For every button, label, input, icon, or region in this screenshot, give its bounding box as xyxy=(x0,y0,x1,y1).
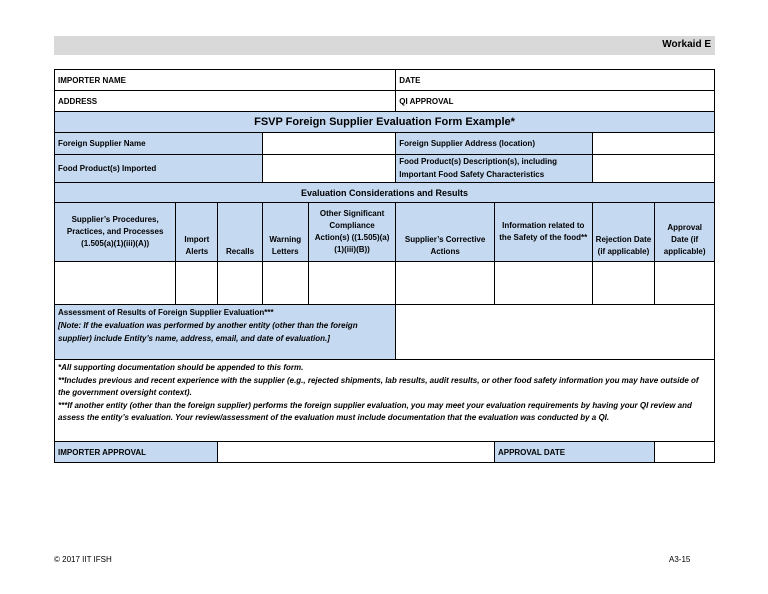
assessment-label xyxy=(55,305,396,360)
address-field[interactable]: ADDRESS xyxy=(55,91,396,112)
qi-approval-field[interactable]: QI APPROVAL xyxy=(396,91,715,112)
importer-name-field[interactable]: IMPORTER NAME xyxy=(55,70,396,91)
assessment-input[interactable] xyxy=(396,305,715,360)
assessment-note: [Note: If the evaluation was performed by another entity (other than the foreign supplier) include Entity’s name, address, email, and date of evaluation.] xyxy=(58,320,358,343)
foreign-supplier-name-label: Foreign Supplier Name xyxy=(55,133,263,155)
import-alerts-input[interactable] xyxy=(176,262,218,305)
corrective-actions-input[interactable] xyxy=(396,262,495,305)
column-header-approval-date: Approval Date (if applicable) xyxy=(655,203,715,262)
food-products-imported-label: Food Product(s) Imported xyxy=(55,155,263,183)
column-header-safety-info: Information related to the Safety of the food** xyxy=(494,203,592,262)
column-header-procedures: Supplier’s Procedures, Practices, and Processes (1.505(a)(1)(iii)(A)) xyxy=(55,203,176,262)
procedures-input[interactable] xyxy=(55,262,176,305)
importer-approval-input[interactable] xyxy=(218,442,495,463)
supplier-evaluation-form xyxy=(54,69,715,463)
importer-approval-label: IMPORTER APPROVAL xyxy=(55,442,218,463)
rejection-date-input[interactable] xyxy=(592,262,655,305)
copyright: © 2017 IIT IFSH xyxy=(54,555,112,564)
date-field[interactable]: DATE xyxy=(396,70,715,91)
column-header-compliance-actions: Other Significant Compliance Action(s) ((1.505)(a)(1)(iii)(B)) xyxy=(308,203,395,262)
foreign-supplier-address-label: Foreign Supplier Address (location) xyxy=(396,133,592,155)
approval-date-input[interactable] xyxy=(655,262,715,305)
footnote-1: *All supporting documentation should be appended to this form. xyxy=(58,363,304,372)
food-products-description-input[interactable] xyxy=(592,155,714,183)
warning-letters-input[interactable] xyxy=(262,262,308,305)
approval-date-field-input[interactable] xyxy=(655,442,715,463)
foreign-supplier-name-input[interactable] xyxy=(262,133,396,155)
page-number: A3-15 xyxy=(669,555,691,564)
approval-date-label: APPROVAL DATE xyxy=(494,442,654,463)
recalls-input[interactable] xyxy=(218,262,262,305)
foreign-supplier-address-input[interactable] xyxy=(592,133,714,155)
workaid-label: Workaid E xyxy=(662,39,711,50)
column-header-warning-letters: Warning Letters xyxy=(262,203,308,262)
header-bar xyxy=(54,36,715,55)
food-products-description-label: Food Product(s) Description(s), including Important Food Safety Characteristics xyxy=(396,155,592,183)
column-header-recalls: Recalls xyxy=(218,203,262,262)
footnote-2: **Includes previous and recent experience with the supplier (e.g., rejected shipments, lab results, audit results, or other food safety information you may have outside of the government oversight context). xyxy=(58,375,699,398)
column-header-corrective-actions: Supplier’s Corrective Actions xyxy=(396,203,495,262)
column-header-rejection-date: Rejection Date (if applicable) xyxy=(592,203,655,262)
evaluation-section-title: Evaluation Considerations and Results xyxy=(55,183,715,203)
food-products-imported-input[interactable] xyxy=(262,155,396,183)
footnotes xyxy=(55,360,715,442)
column-header-import-alerts: Import Alerts xyxy=(176,203,218,262)
assessment-title: Assessment of Results of Foreign Supplier Evaluation*** xyxy=(58,308,274,317)
compliance-actions-input[interactable] xyxy=(308,262,395,305)
footnote-3: ***If another entity (other than the foreign supplier) performs the foreign supplier evaluation, you may meet your evaluation requirements by having your QI review and assess the entity’s evaluation. Your review/assessment of the evaluation must include documentation that the evaluation was conducted by a QI. xyxy=(58,400,692,423)
form-title: FSVP Foreign Supplier Evaluation Form Example* xyxy=(55,112,715,133)
safety-info-input[interactable] xyxy=(494,262,592,305)
